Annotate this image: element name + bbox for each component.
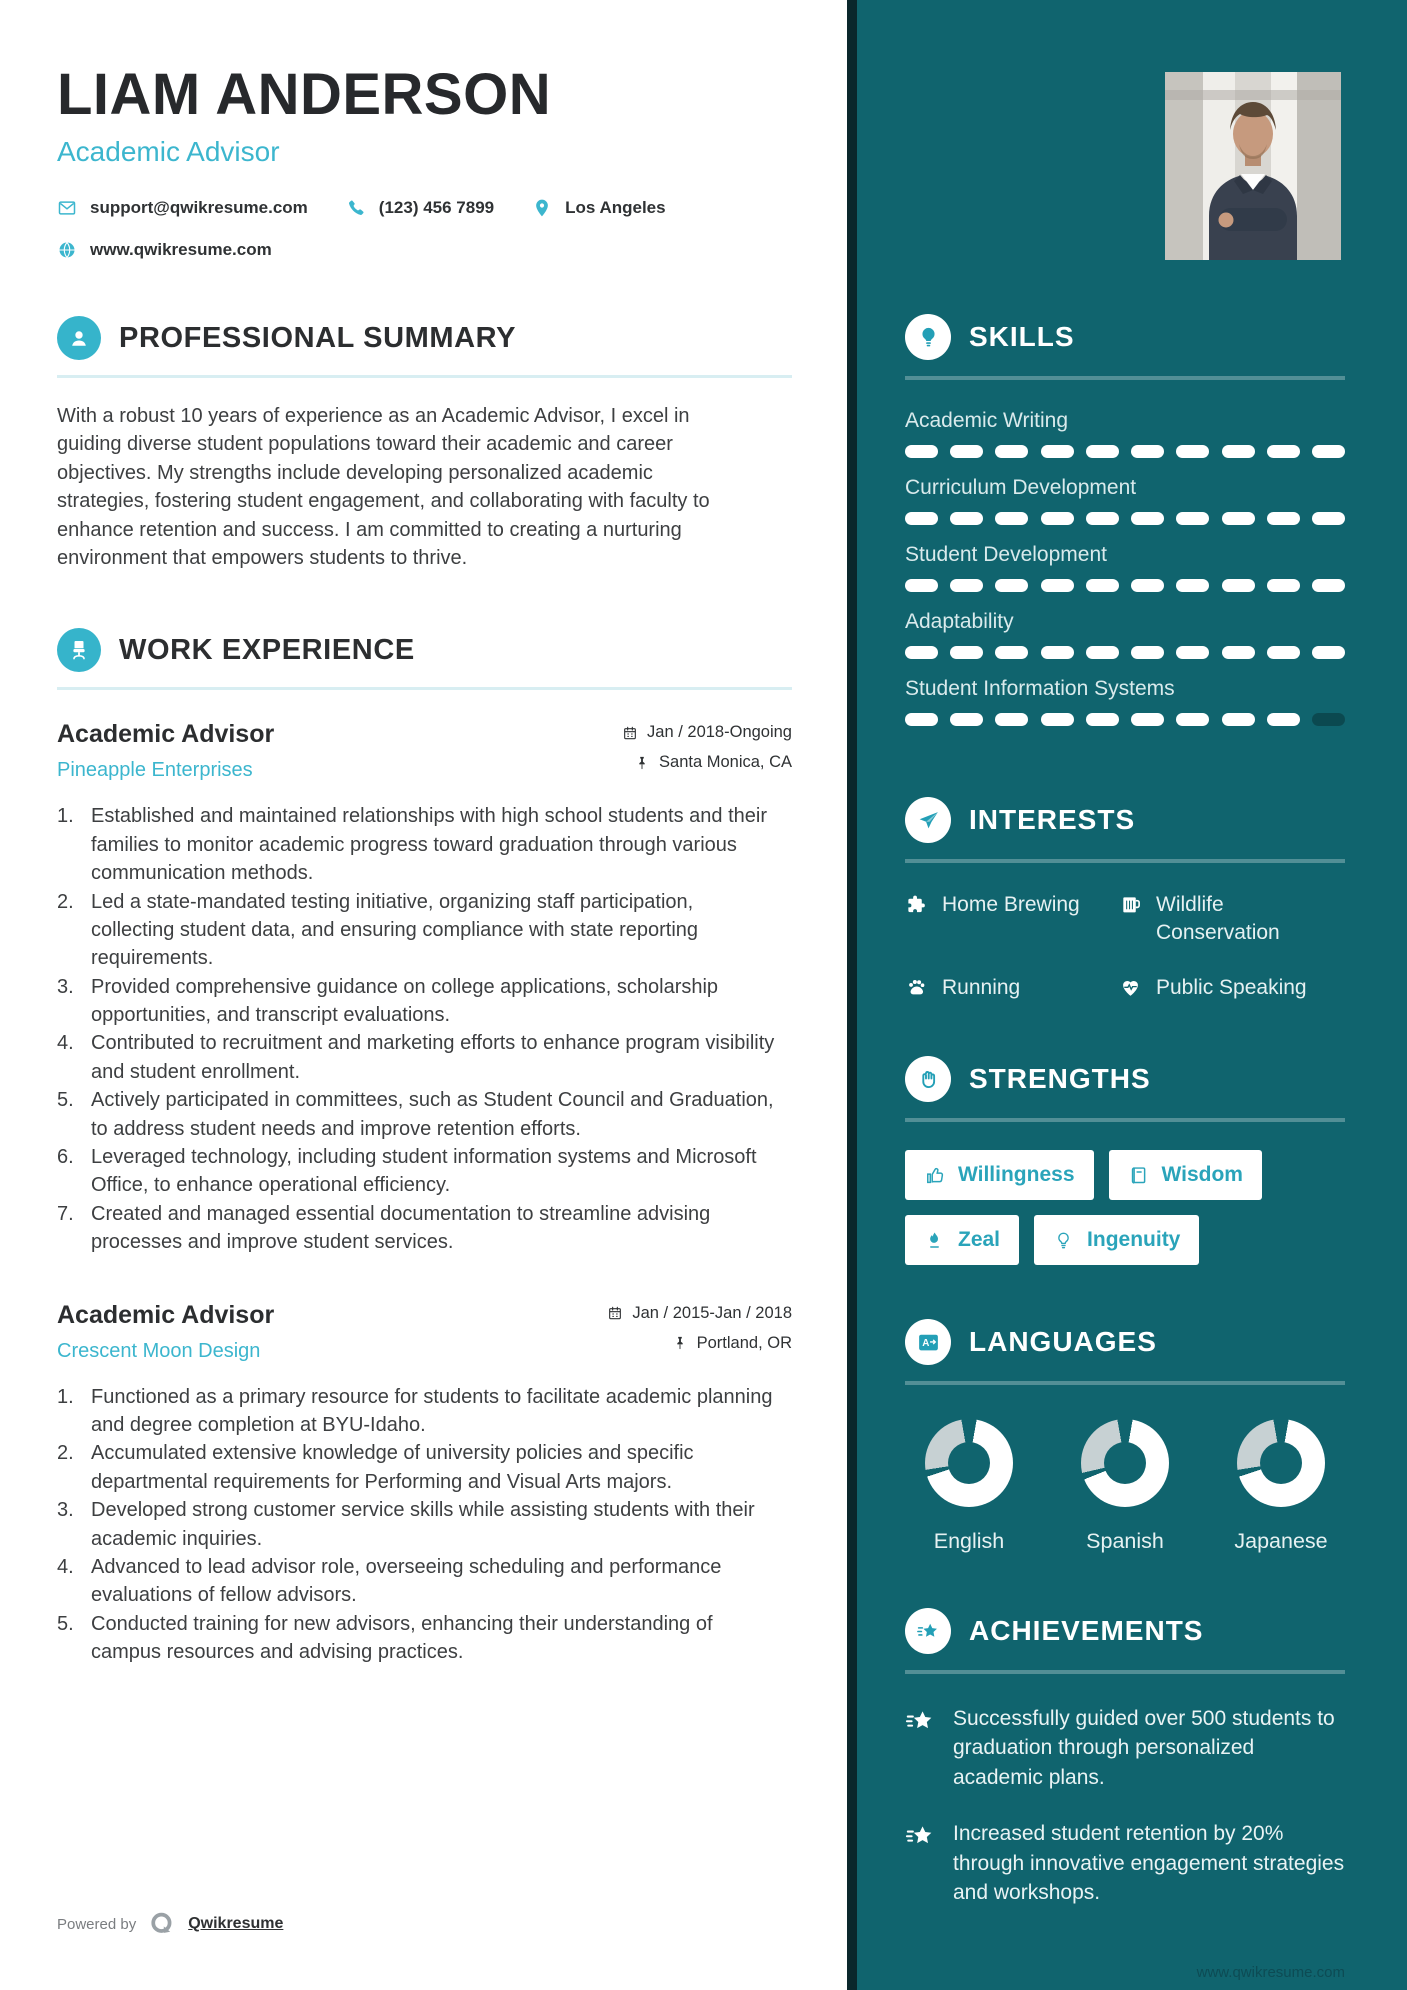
skill-row [905,676,1345,726]
strength-label: Willingness [958,1163,1075,1187]
skill-level-segment [1086,512,1119,525]
skill-row [905,475,1345,525]
skill-level-segment [1312,713,1345,726]
skill-level-segment [905,713,938,726]
paw-icon [905,976,928,999]
job-bullet: Created and managed essential documentation to streamline advising processes and improve student services. [91,1202,711,1254]
skill-level-segment [1312,646,1345,659]
skills-list [905,408,1345,726]
skill-level-segment [1086,646,1119,659]
job-dates: Jan / 2015-Jan / 2018 [607,1304,792,1323]
interest-item [1119,891,1345,948]
skill-row [905,408,1345,458]
shooting-star-icon [905,1821,936,1852]
skill-level-segment [1131,713,1164,726]
contact-email[interactable]: support@qwikresume.com [57,198,308,218]
interests-section [905,797,1345,1002]
skill-level-segment [1041,713,1074,726]
skill-level-bar [905,445,1345,458]
job-entry [57,720,792,1256]
heart-pulse-icon [1119,976,1142,999]
summary-text: With a robust 10 years of experience as an Academic Advisor, I excel in guiding diverse student populations toward their academic and career objectives. My strengths include developing personalized academic strategies, fostering student engagement, and collaborating with faculty to enhance retention and success. I am committed to creating a nurturing environment that empowers students to thrive. [57,405,710,569]
profile-photo [1165,72,1341,260]
job-bullet: Functioned as a primary resource for students to facilitate academic planning and degree completion at BYU-Idaho. [91,1385,773,1436]
job-bullet: Accumulated extensive knowledge of university policies and specific departmental requirements for Performing and Visual Arts majors. [91,1442,694,1493]
job-bullet: Established and maintained relationships with high school students and their families to monitor academic progress toward graduation through various communication methods. [91,805,767,885]
language-item [905,1419,1033,1554]
skill-level-segment [905,646,938,659]
strength-label: Zeal [958,1228,1001,1252]
job-location: Portland, OR [672,1334,792,1353]
job-entry [57,1301,792,1667]
language-label: English [933,1529,1005,1554]
job-dates: Jan / 2018-Ongoing [622,723,792,742]
skill-label: Curriculum Development [905,476,1137,499]
skill-level-segment [995,713,1028,726]
skill-level-segment [1176,713,1209,726]
skill-level-segment [1267,445,1300,458]
skill-level-segment [905,512,938,525]
sidebar-website[interactable]: www.qwikresume.com [1196,1964,1345,1982]
skill-level-segment [1131,646,1164,659]
skill-level-segment [950,579,983,592]
language-item [1217,1419,1345,1554]
language-donut [925,1419,1013,1507]
job-bullet: Conducted training for new advisors, enhancing their understanding of campus resources and advising practices. [91,1612,713,1664]
skill-level-segment [905,579,938,592]
book-icon [1128,1165,1149,1186]
skill-level-segment [1312,579,1345,592]
skill-level-bar [905,713,1345,726]
skills-heading: SKILLS [969,321,1075,352]
skill-label: Student Development [905,543,1107,566]
skill-level-segment [1086,445,1119,458]
skill-level-segment [950,445,983,458]
achievement-item [905,1819,1345,1907]
job-bullet: Actively participated in committees, such as Student Council and Graduation, to address student needs and improve retention efforts. [91,1089,774,1140]
language-item [1061,1419,1189,1554]
job-title: Academic Advisor [57,1300,275,1329]
jobs-list [57,720,792,1666]
strength-label: Wisdom [1161,1163,1243,1187]
contact-phone: (123) 456 7899 [346,198,494,218]
job-location: Santa Monica, CA [634,753,792,772]
languages-section [905,1319,1345,1554]
skill-level-segment [1176,579,1209,592]
person-icon [57,316,101,360]
column-divider [847,0,857,1990]
office-chair-icon [57,628,101,672]
fist-icon [905,1056,951,1102]
strength-label: Ingenuity [1087,1228,1181,1252]
job-bullet: Advanced to lead advisor role, overseeing scheduling and performance evaluations of fellow advisors. [91,1555,722,1607]
globe-icon [57,240,77,260]
skill-level-segment [1267,646,1300,659]
beer-mug-icon [1119,893,1142,916]
job-bullet: Led a state-mandated testing initiative, organizing staff participation, collecting student data, and ensuring compliance with state reporting requirements. [91,890,699,970]
achievements-heading: ACHIEVEMENTS [969,1615,1204,1647]
interest-label: Home Brewing [942,893,1080,916]
envelope-icon [57,198,77,218]
job-bullet: Leveraged technology, including student information systems and Microsoft Office, to enhance operational efficiency. [91,1146,757,1197]
work-heading: WORK EXPERIENCE [119,633,415,666]
languages-heading: LANGUAGES [969,1326,1157,1358]
job-bullets [57,802,792,1256]
powered-by-label: Powered by [57,1915,137,1933]
contact-website[interactable]: www.qwikresume.com [57,240,272,260]
contact-info [57,198,792,260]
interest-label: Wildlife Conservation [1156,893,1280,945]
skill-label: Adaptability [905,610,1014,633]
interest-label: Running [942,975,1021,999]
skill-level-bar [905,579,1345,592]
skill-level-segment [1041,579,1074,592]
pushpin-icon [634,755,650,771]
skill-level-segment [1312,445,1345,458]
interests-heading: INTERESTS [969,804,1136,835]
skill-level-segment [1222,713,1255,726]
skill-level-segment [1222,579,1255,592]
skill-level-bar [905,512,1345,525]
paper-plane-icon [905,797,951,843]
shooting-star-icon [905,1608,951,1654]
skill-level-segment [1131,579,1164,592]
summary-heading: PROFESSIONAL SUMMARY [119,321,517,354]
skill-level-bar [905,646,1345,659]
achievement-text: Successfully guided over 500 students to graduation through personalized academic plans. [953,1707,1335,1789]
skill-level-segment [1041,512,1074,525]
location-pin-icon [532,198,552,218]
person-title: Academic Advisor [57,136,280,167]
job-company: Crescent Moon Design [57,1339,261,1362]
strength-badge [905,1215,1019,1265]
flame-icon [924,1230,945,1251]
calendar-icon [622,725,638,741]
skill-level-segment [1041,646,1074,659]
professional-summary-section [57,316,792,572]
lightbulb-icon [905,314,951,360]
skill-level-segment [1086,579,1119,592]
language-label: Spanish [1086,1529,1164,1554]
strengths-heading: STRENGTHS [969,1063,1151,1095]
job-bullet: Provided comprehensive guidance on college applications, scholarship opportunities, and transcript evaluations. [91,975,719,1027]
skills-section [905,314,1345,743]
job-title: Academic Advisor [57,720,275,749]
sidebar [857,0,1407,1990]
pushpin-icon [672,1335,688,1351]
job-bullet: Contributed to recruitment and marketing efforts to enhance program visibility and student enrollment. [91,1032,775,1083]
header [57,62,792,260]
strengths-list [905,1150,1345,1265]
job-bullet: Developed strong customer service skills while assisting students with their academic inquiries. [91,1499,755,1550]
powered-by-footer [57,1870,792,1938]
phone-icon [346,198,366,218]
interest-label: Public Speaking [1156,975,1307,999]
language-donut [1237,1419,1325,1507]
skill-level-segment [995,445,1028,458]
languages-list [905,1419,1345,1554]
skill-level-segment [905,445,938,458]
skill-level-segment [1267,512,1300,525]
skill-level-segment [1222,512,1255,525]
interest-item [905,891,1105,948]
strength-badge [905,1150,1094,1200]
skill-level-segment [1176,646,1209,659]
puzzle-icon [905,893,928,916]
thumbs-up-icon [924,1165,945,1186]
skill-level-segment [1086,713,1119,726]
calendar-icon [607,1305,623,1321]
achievements-list [905,1704,1345,1907]
skill-level-segment [950,713,983,726]
job-company: Pineapple Enterprises [57,759,253,782]
skill-level-segment [950,646,983,659]
skill-row [905,609,1345,659]
language-donut [1081,1419,1169,1507]
skill-level-segment [995,512,1028,525]
skill-level-segment [1131,445,1164,458]
person-name: LIAM ANDERSON [57,62,552,127]
skill-level-segment [950,512,983,525]
skill-label: Academic Writing [905,409,1068,432]
svg-text:A: A [921,1337,929,1349]
translate-icon [905,1319,951,1365]
interest-item [905,974,1105,1002]
achievement-text: Increased student retention by 20% through innovative engagement strategies and workshops. [953,1822,1345,1904]
work-experience-section [57,628,792,1666]
bulb-outline-icon [1053,1230,1074,1251]
skill-level-segment [1176,512,1209,525]
interests-list [905,891,1345,1002]
job-bullets [57,1383,792,1667]
language-label: Japanese [1234,1529,1328,1554]
skill-level-segment [1176,445,1209,458]
skill-level-segment [995,579,1028,592]
skill-level-segment [1041,445,1074,458]
qwikresume-link[interactable]: Qwikresume [188,1915,284,1932]
skill-level-segment [995,646,1028,659]
skill-level-segment [1222,445,1255,458]
interest-item [1119,974,1345,1002]
skill-level-segment [1267,579,1300,592]
skill-level-segment [1267,713,1300,726]
qwikresume-logo-icon [148,1910,176,1938]
shooting-star-icon [905,1706,936,1737]
skill-level-segment [1222,646,1255,659]
skill-row [905,542,1345,592]
strength-badge [1034,1215,1199,1265]
skill-label: Student Information Systems [905,677,1175,700]
strengths-section [905,1056,1345,1265]
skill-level-segment [1131,512,1164,525]
contact-location: Los Angeles [532,198,665,218]
achievements-section [905,1608,1345,1934]
skill-level-segment [1312,512,1345,525]
achievement-item [905,1704,1345,1792]
strength-badge [1109,1150,1262,1200]
